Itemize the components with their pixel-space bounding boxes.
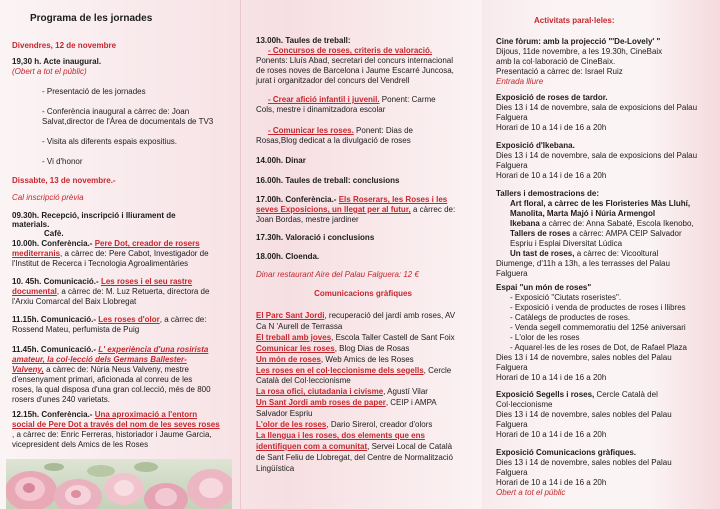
event-1400: 14.00h. Dinar	[256, 156, 306, 165]
worktable-contests: - Concursos de roses, criteris de valoració. Ponents: Lluís Abad, secretari del concurs internacional de roses noves de Barcelona i Jaume Escarré Juncosa, jurat i organitzador del concurs del Vendrell	[256, 46, 454, 85]
rose-world-space: Espai "un món de roses" - Exposició "Ciutats roseristes". - Exposició i venda de productes de roses i llibres - Catàlegs de productes de roses. - Venda segell commemoratiu del 125è aniversari - L'olor de les roses - Aquarel·les de les roses de Dot, de Rafael Plaza Dies 13 i 14 de novembre, sales nobles del Palau Falguera Horari de 10 a 14 i de 16 a 20h	[496, 283, 687, 382]
event-1600: 16.00h. Taules de treball: conclusions	[256, 176, 400, 185]
comm-item: Comunicar les roses, Blog Dias de Rosas	[256, 343, 410, 353]
event-0930-line3: Cafè.	[44, 229, 64, 238]
comm-item: Un Sant Jordi amb roses de paper, CEIP i AMPA	[256, 398, 437, 408]
column-divider	[240, 0, 241, 509]
worktable-communicate: - Comunicar les roses. Ponent: Dias de Rosas,Blog dedicat a la divulgació de roses	[256, 126, 413, 145]
friday-item: - Presentació de les jornades	[42, 87, 146, 96]
event-1000: 10.00h. Conferència.- Pere Dot, creador de rosers mediterranis, a càrrec de: Pere Cabot, Investigador de l'Institut de Recerca i Tecnologia Agroalimentàries	[12, 239, 209, 268]
friday-item: Salvat,director de l'Àrea de documentals de TV3	[42, 117, 214, 126]
comm-item: Un món de roses, Web Amics de les Roses	[256, 354, 414, 364]
saturday-date: Dissabte, 13 de novembre.-	[12, 176, 116, 185]
friday-item: - Vi d'honor	[42, 157, 83, 166]
comm-item: Salvador Espriu	[256, 409, 313, 419]
comm-item: El treball amb joves, Escola Taller Castell de Sant Foix	[256, 332, 455, 342]
ikebana-exhibit: Exposició d'Ikebana. Dies 13 i 14 de novembre, sala de exposicions del Palau Falguera Horari de 10 a 14 i de 16 a 20h	[496, 141, 698, 180]
friday-item: - Visita als diferents espais expositius.	[42, 137, 178, 146]
roses-photo	[6, 459, 232, 509]
comm-item: La rosa ofici, ciutadania i civisme, Agustí Vilar	[256, 387, 428, 397]
comm-item: Català del Col·leccionisme	[256, 376, 351, 386]
comm-item: Les roses en el col·leccionisme dels segells, Cercle	[256, 365, 452, 375]
saturday-note: Cal inscripció prèvia	[12, 193, 84, 202]
comm-item: Ca N 'Aurell de Terrassa	[256, 321, 343, 331]
event-1115: 11.15h. Comunicació.- Les roses d'olor, a càrrec de: Rossend Mateu, perfumista de Puig	[12, 315, 207, 334]
event-1800: 18.00h. Cloenda.	[256, 252, 320, 261]
event-1145: 11.45h. Comunicació.- L' experiència d'una rosirista amateur, la col·lecció dels Germans Ballester- Valveny, a càrrec de: Núria Neus Valveny, mestre d'ensenyament primari, aficionada al conreu de les roses, la qual disposa d'una gran col.lecció, més de 800 rosers d'unes 240 varietats.	[12, 345, 211, 404]
comm-heading: Comunicacions gràfiques	[314, 289, 412, 298]
cine-forum: Cine fòrum: amb la projecció "'De-Lovely' " Dijous, 11de novembre, a les 19.30h, CineBaix amb la col·laboració de CineBaix. Presentació a càrrec de: Israel Ruiz Entrada lliure	[496, 37, 663, 86]
event-1700: 17.00h. Conferència.- Els Roserars, les Roses i les seves Exposicions, un llegat per al futur, a càrrec de: Joan Bordas, mestre jardiner	[256, 195, 456, 224]
comm-item: Lingüística	[256, 463, 295, 473]
friday-open-note: (Obert a tot el públic)	[12, 67, 87, 76]
event-1215: 12.15h. Conferència.- Una aproximació a l'entorn social de Pere Dot a través del nom de les seves roses , a càrrec de: Enric Ferreras, historiador i Jaume Garcia, vicepresident dels Amics de les Roses	[12, 410, 220, 449]
friday-item: - Conferència inaugural a càrrec de: Joan	[42, 107, 190, 116]
event-0930: 09.30h. Recepció, inscripció i lliurament de	[12, 211, 176, 220]
roses-illustration	[6, 459, 232, 509]
comm-list	[256, 311, 484, 475]
autumn-roses-exhibit: Exposició de roses de tardor. Dies 13 i 14 de novembre, sala de exposicions del Palau Falguera Horari de 10 a 14 i de 16 a 20h	[496, 93, 698, 132]
graphics-exhibit: Exposició Comunicacions gràfiques. Dies 13 i 14 de novembre, sales nobles del Palau Falguera Horari de 10 a 14 i de 16 a 20h Obert a tot el públic	[496, 448, 672, 497]
friday-opening-time: 19,30 h. Acte inaugural.	[12, 57, 102, 66]
parallel-heading: Activitats paral·leles:	[534, 16, 615, 25]
comm-item: El Parc Sant Jordi, recuperació del jardí amb roses, AV	[256, 311, 456, 320]
worktable-youth: - Crear afició infantil i juvenil. Ponent: Carme Cols, mestre i dinamitzadora escolar	[256, 95, 436, 114]
program-title: Programa de les jornades	[30, 13, 153, 24]
comm-item: L'olor de les roses, Dario Sirerol, creador d'olors	[256, 420, 433, 430]
event-1730: 17.30h. Valoració i conclusions	[256, 233, 375, 242]
event-1300: 13.00h. Taules de treball:	[256, 36, 351, 45]
program-column	[0, 0, 236, 509]
workshops: Tallers i demostracions de: Art floral, a càrrec de les Floristeries Màs Lluhí, Manolita, Marta Majó i Núria Armengol Ikebana a càrrec de: Anna Sabaté, Escola Ikenobo, Tallers de roses a càrrec: AMPA CEIP Salvador Espriu i Esplai Diversitat Lúdica Un tast de roses, a càrrec de: Vicooltural Diumenge, d'11h a 13h, a les terrasses del Palau Falguera	[496, 189, 694, 278]
comm-item: identifiquen com a comunitat, Servei Local de Català	[256, 441, 453, 451]
event-1045: 10. 45h. Comunicació.- Les roses i el seu rastre documental, a càrrec de: M. Luz Retuerta, directora de l'Arxiu Comarcal del Baix Llobregat	[12, 277, 210, 306]
event-0930-line2: materials.	[12, 220, 50, 229]
parallel-activities-column	[482, 0, 720, 509]
lunch-note: Dinar restaurant Aire del Palau Falguera: 12 €	[256, 270, 419, 279]
afternoon-column	[244, 0, 482, 509]
comm-item: La llengua i les roses, dos elements que ens	[256, 430, 425, 440]
stamps-exhibit: Exposició Segells i roses, Cercle Català del Col·leccionisme Dies 13 i 14 de novembre, sales nobles del Palau Falguera Horari de 10 a 14 i de 16 a 20h	[496, 390, 672, 439]
comm-item: de Sant Feliu de Llobregat, del Centre de Normalització	[256, 452, 453, 462]
friday-date: Divendres, 12 de novembre	[12, 41, 117, 50]
